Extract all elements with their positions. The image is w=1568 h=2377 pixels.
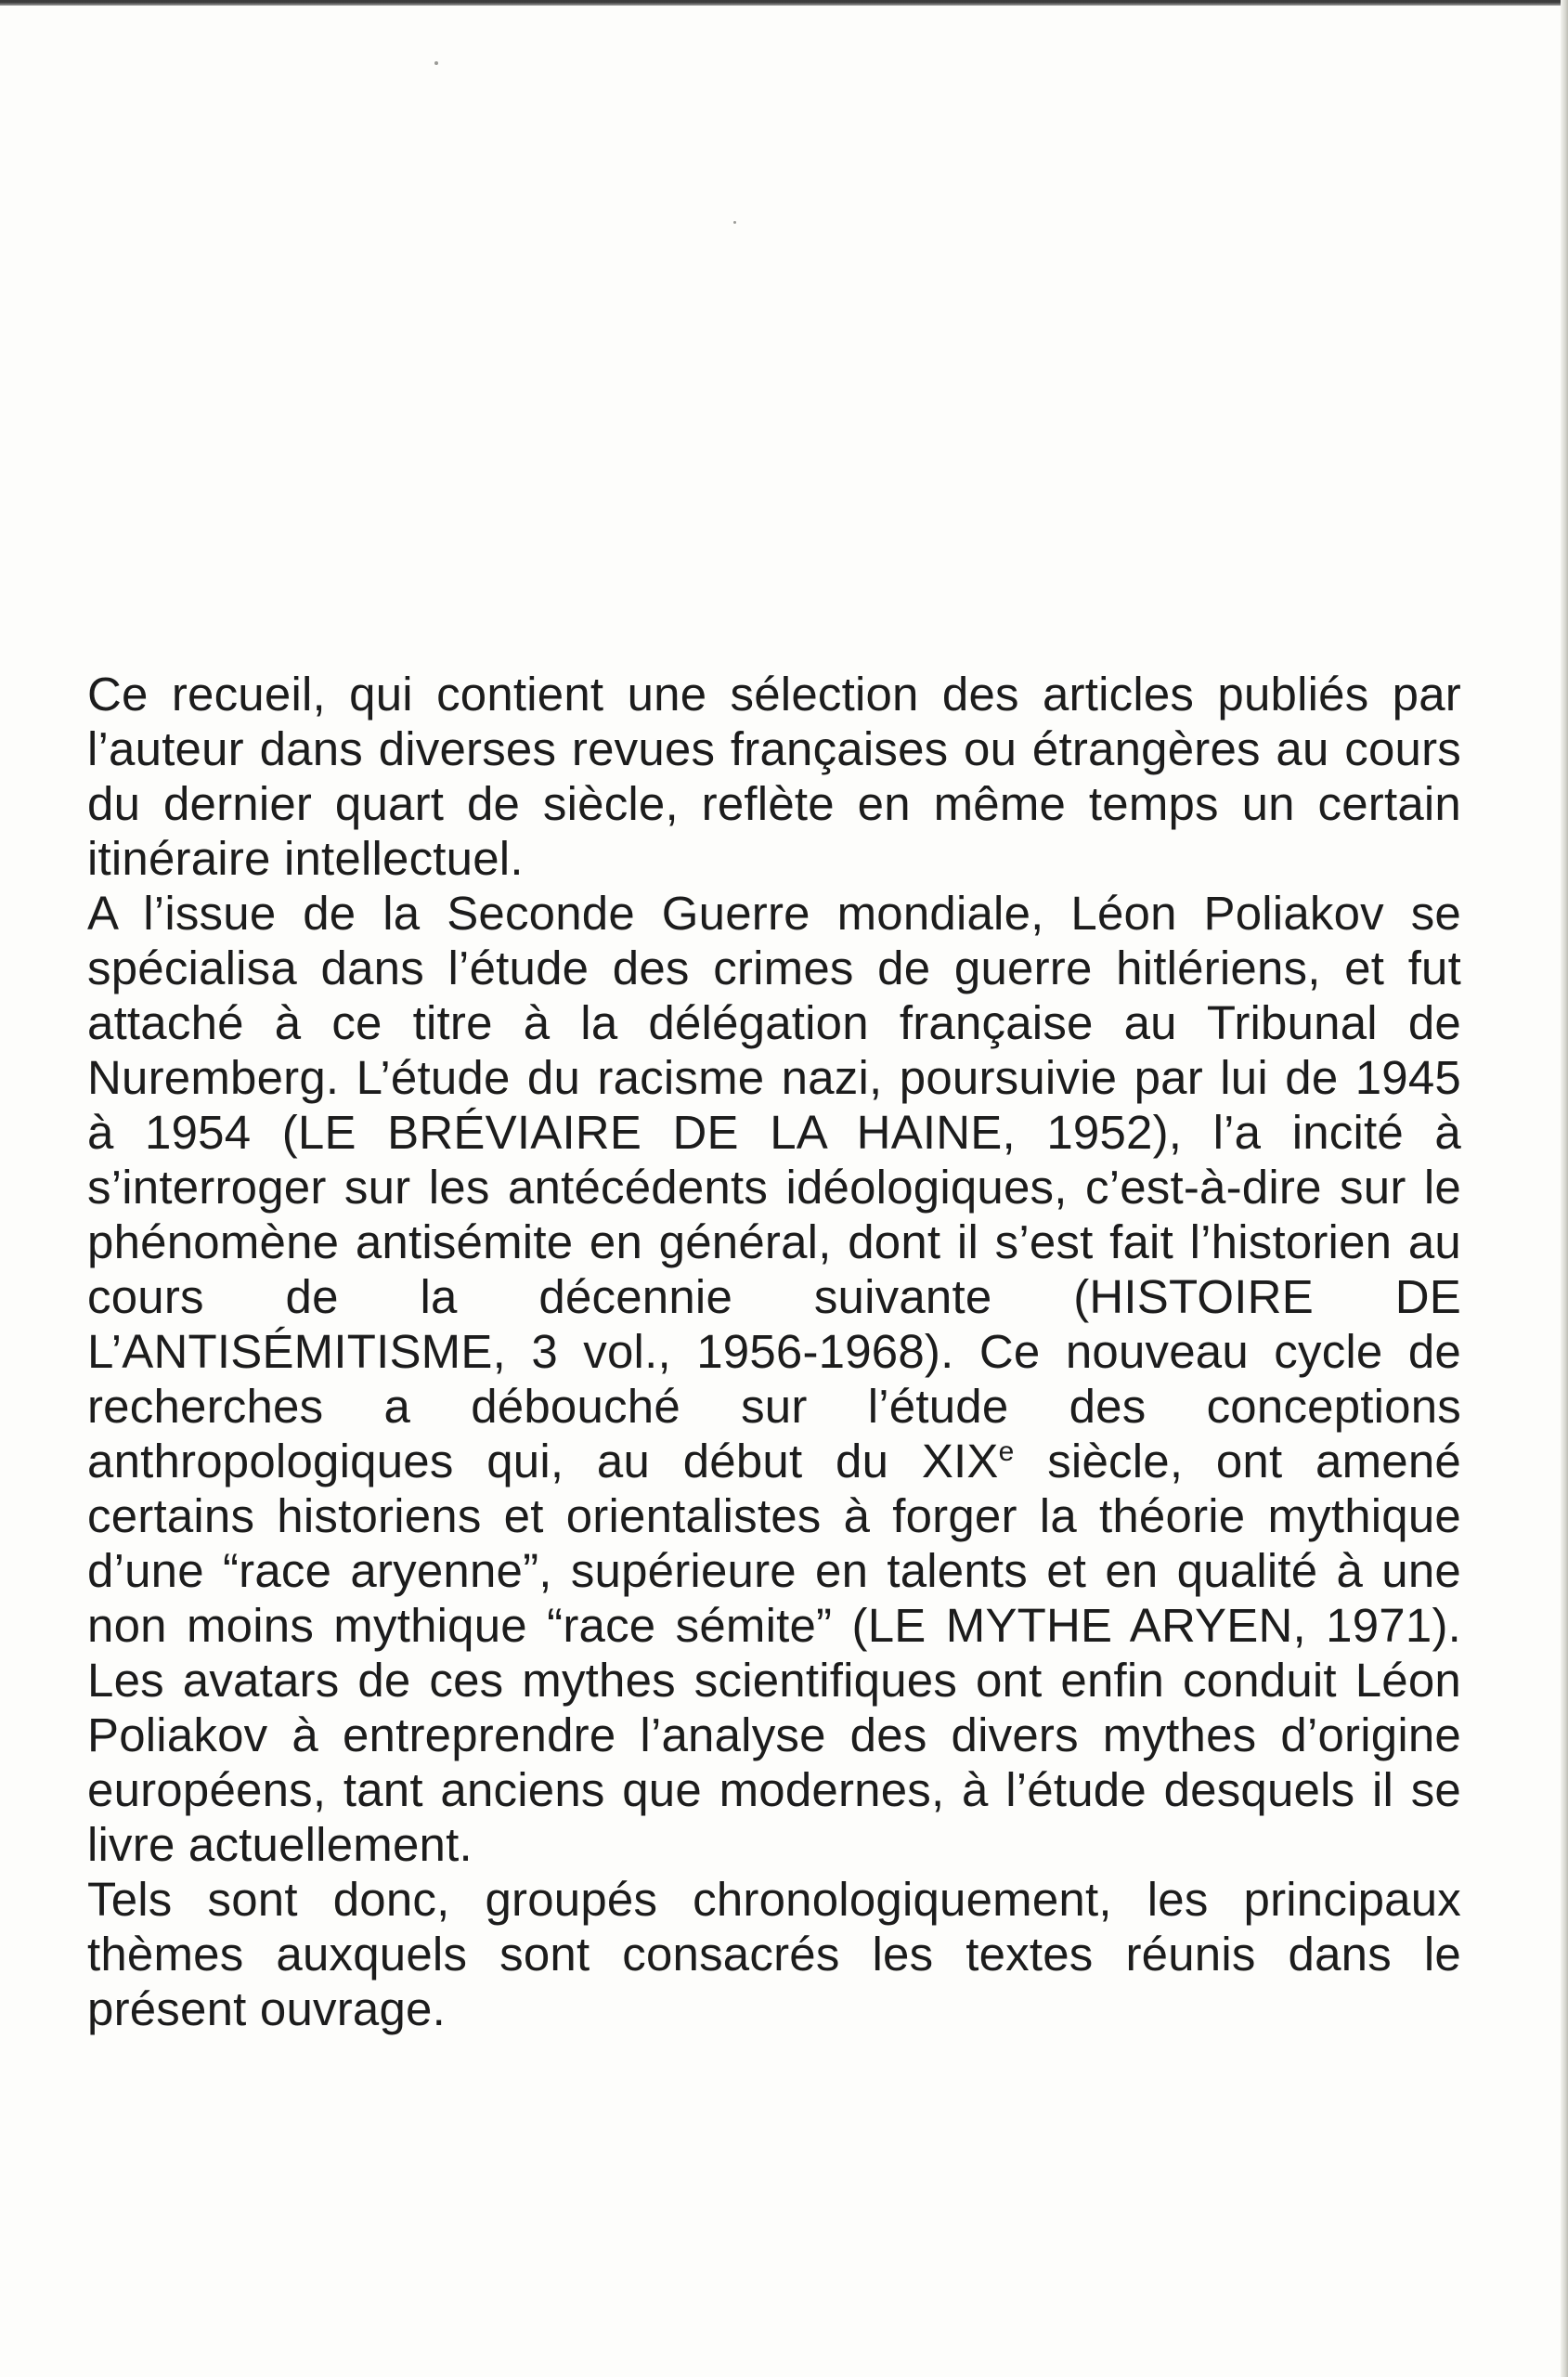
blurb-paragraph-3: Tels sont donc, groupés chronologiquement, les principaux thèmes auxquels sont consacrés les textes réunis dans le présent ouvrage.: [87, 1873, 1461, 2035]
blurb-paragraph-2: [87, 886, 1461, 1872]
page-top-edge: [0, 0, 1568, 6]
blurb-paragraph-1: Ce recueil, qui contient une sélection des articles publiés par l’auteur dans diverses revues françaises ou étrangères au cours du dernier quart de siècle, reflète en même temps un certain itinéraire intellectuel.: [87, 668, 1461, 885]
century-numeral: XIX: [921, 1435, 999, 1487]
blurb-text: [87, 667, 1461, 2036]
blurb-paragraph-2-text: A l’issue de la Seconde Guerre mondiale, Léon Poliakov se spécialisa dans l’étude des crimes de guerre hitlériens, et fut attaché à ce titre à la délégation française au Tribunal de Nuremberg. L’étude du racisme nazi, poursuivie par lui de 1945 à 1954 (LE BRÉVIAIRE DE LA HAINE, 1952), l’a incité à s’interroger sur les antécédents idéologiques, c’est-à-dire sur le phénomène antisémite en général, dont il s’est fait l’historien au cours de la décennie suivante (HISTOIRE DE L’ANTISÉMITISME, 3 vol., 1956-1968). Ce nouveau cycle de recherches a débouché sur l’étude des conceptions anthropologiques qui, au début du: [87, 887, 1461, 1487]
blurb-paragraph-2-tail: siècle, ont amené certains historiens et orientalistes à forger la théorie mythique d’une “race aryenne”, supérieure en talents et en qualité à une non moins mythique “race sémite” (LE MYTHE ARYEN, 1971). Les avatars de ces mythes scientifiques ont enfin conduit Léon Poliakov à entreprendre l’analyse des divers mythes d’origine européens, tant anciens que modernes, à l’étude desquels il se livre actuellement.: [87, 1435, 1461, 1871]
paper-speck: [733, 221, 736, 224]
century-superscript: e: [998, 1436, 1015, 1467]
page-right-edge: [1561, 0, 1568, 2377]
paper-speck: [434, 61, 438, 65]
